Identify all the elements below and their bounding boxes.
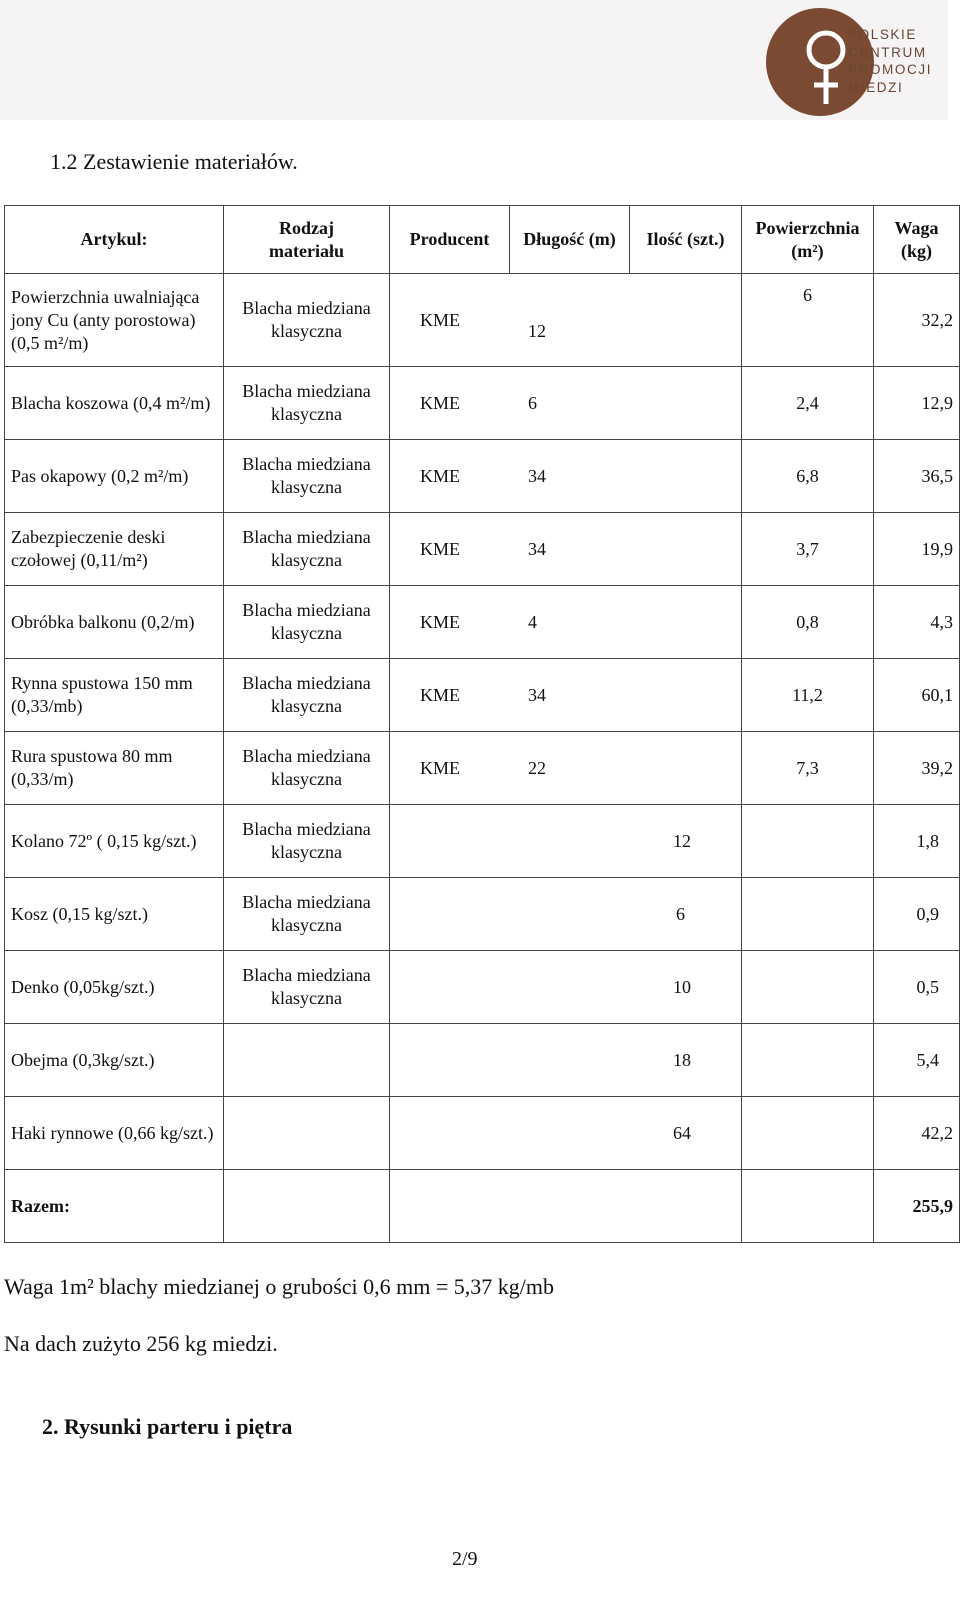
cell-producer: KME [420,538,460,559]
cell-empty [742,1170,874,1243]
header-producer: Producent [390,206,510,274]
cell-length: 34 [528,684,546,705]
table-row [5,805,960,878]
cell-article: Rynna spustowa 150 mm (0,33/mb) [5,659,224,732]
cell-weight: 0,5 [874,951,960,1024]
logo-line: PROMOCJI [848,62,933,77]
cell-area: 0,8 [742,586,874,659]
header-weight-line: (kg) [901,240,932,261]
material-line: Blacha miedziana [242,600,371,620]
material-line: klasyczna [271,842,342,862]
materials-table [4,205,960,1243]
header-material-line: materiału [269,240,344,261]
table-row [5,1097,960,1170]
table-total-row [5,1170,960,1243]
cell-quantity: 18 [673,1049,691,1070]
header-length: Długość (m) [510,206,630,274]
page-number: 2/9 [452,1548,478,1570]
usage-note: Na dach zużyto 256 kg miedzi. [4,1331,278,1356]
material-line: Blacha miedziana [242,454,371,474]
cell-producer: KME [420,757,460,778]
header-quantity: Ilość (szt.) [630,206,742,274]
material-line: klasyczna [271,550,342,570]
logo-wordmark [848,26,932,96]
cell-area: 2,4 [742,367,874,440]
logo-line: MIEDZI [848,79,904,95]
cell-material [224,951,390,1024]
cell-material [224,586,390,659]
cell-quantity: 10 [673,976,691,997]
material-line: Blacha miedziana [242,298,371,318]
section-title: 1.2 Zestawienie materiałów. [50,149,298,174]
material-line: Blacha miedziana [242,527,371,547]
cell-weight: 5,4 [874,1024,960,1097]
header-area-line: (m²) [791,240,824,261]
table-row [5,367,960,440]
cell-length: 34 [528,465,546,486]
table-row [5,951,960,1024]
cell-weight: 32,2 [874,274,960,367]
cell-length: 4 [528,611,537,632]
material-line: klasyczna [271,769,342,789]
cell-weight: 12,9 [874,367,960,440]
cell-area [742,805,874,878]
cell-producer-length-quantity [390,659,742,732]
table-row [5,513,960,586]
cell-material [224,367,390,440]
cell-article: Obejma (0,3kg/szt.) [5,1024,224,1097]
material-line: klasyczna [271,696,342,716]
cell-weight: 60,1 [874,659,960,732]
cell-area: 6 [742,274,874,367]
cell-producer: KME [420,611,460,632]
cell-area [742,1024,874,1097]
header-material [224,206,390,274]
cell-material [224,440,390,513]
cell-area [742,951,874,1024]
cell-material [224,274,390,367]
material-line: klasyczna [271,477,342,497]
cell-area: 7,3 [742,732,874,805]
cell-article: Haki rynnowe (0,66 kg/szt.) [5,1097,224,1170]
cell-article: Kosz (0,15 kg/szt.) [5,878,224,951]
material-line: klasyczna [271,915,342,935]
cell-quantity: 12 [673,830,691,851]
material-line: Blacha miedziana [242,965,371,985]
cell-material [224,805,390,878]
cell-weight: 19,9 [874,513,960,586]
header-area-line: Powierzchnia [755,217,860,238]
cell-producer: KME [420,392,460,413]
pcpm-logo [766,8,948,116]
cell-length: 12 [528,320,546,341]
cell-producer-length-quantity [390,367,742,440]
cell-area: 3,7 [742,513,874,586]
cell-producer: KME [420,465,460,486]
cell-quantity: 6 [676,903,685,924]
cell-producer: KME [420,684,460,705]
table-row [5,586,960,659]
cell-length: 34 [528,538,546,559]
cell-empty [224,1170,390,1243]
material-line: klasyczna [271,623,342,643]
header-area [742,206,874,274]
cell-article: Denko (0,05kg/szt.) [5,951,224,1024]
cell-area: 11,2 [742,659,874,732]
cell-article: Powierzchnia uwalniająca jony Cu (anty porostowa) (0,5 m²/m) [5,274,224,367]
cell-total-label: Razem: [5,1170,224,1243]
cell-weight: 39,2 [874,732,960,805]
cell-article: Kolano 72º ( 0,15 kg/szt.) [5,805,224,878]
cell-length: 22 [528,757,546,778]
cell-article: Blacha koszowa (0,4 m²/m) [5,367,224,440]
cell-material [224,878,390,951]
cell-article: Zabezpieczenie deski czołowej (0,11/m²) [5,513,224,586]
cell-weight: 0,9 [874,878,960,951]
cell-material [224,1097,390,1170]
cell-producer-length-quantity [390,513,742,586]
material-line: Blacha miedziana [242,381,371,401]
cell-weight: 36,5 [874,440,960,513]
logo-line: POLSKIE [848,27,917,42]
cell-producer-length-quantity [390,440,742,513]
cell-article: Obróbka balkonu (0,2/m) [5,586,224,659]
cell-producer-length-quantity [390,805,742,878]
material-line: Blacha miedziana [242,892,371,912]
header-material-line: Rodzaj [279,217,334,238]
cell-producer-length-quantity [390,1097,742,1170]
table-header-row [5,206,960,274]
material-line: klasyczna [271,988,342,1008]
cell-total-weight: 255,9 [874,1170,960,1243]
cell-producer-length-quantity [390,878,742,951]
table-row [5,878,960,951]
cell-length: 6 [528,392,537,413]
cell-weight: 42,2 [874,1097,960,1170]
cell-empty [390,1170,742,1243]
cell-area: 6,8 [742,440,874,513]
table-row [5,274,960,367]
cell-producer-length-quantity [390,951,742,1024]
cell-article: Rura spustowa 80 mm (0,33/m) [5,732,224,805]
material-line: Blacha miedziana [242,673,371,693]
weight-note: Waga 1m² blachy miedzianej o grubości 0,6 mm = 5,37 kg/mb [4,1274,555,1299]
material-line: klasyczna [271,321,342,341]
cell-producer-length-quantity [390,732,742,805]
cell-article: Pas okapowy (0,2 m²/m) [5,440,224,513]
cell-area [742,1097,874,1170]
cell-weight: 4,3 [874,586,960,659]
cell-producer-length-quantity [390,586,742,659]
cell-material [224,659,390,732]
section-heading: 2. Rysunki parteru i piętra [42,1414,293,1439]
cell-producer: KME [420,309,460,330]
cell-producer-length-quantity [390,274,742,367]
material-line: Blacha miedziana [242,819,371,839]
header-article: Artykul: [5,206,224,274]
cell-area [742,878,874,951]
logo-line: CENTRUM [848,44,927,60]
table-row [5,732,960,805]
material-line: klasyczna [271,404,342,424]
header-weight-line: Waga [894,217,939,238]
material-line: Blacha miedziana [242,746,371,766]
cell-material [224,513,390,586]
cell-quantity: 64 [673,1122,691,1143]
cell-weight: 1,8 [874,805,960,878]
header-weight [874,206,960,274]
table-row [5,1024,960,1097]
cell-material [224,1024,390,1097]
cell-producer-length-quantity [390,1024,742,1097]
cell-material [224,732,390,805]
table-row [5,440,960,513]
table-row [5,659,960,732]
